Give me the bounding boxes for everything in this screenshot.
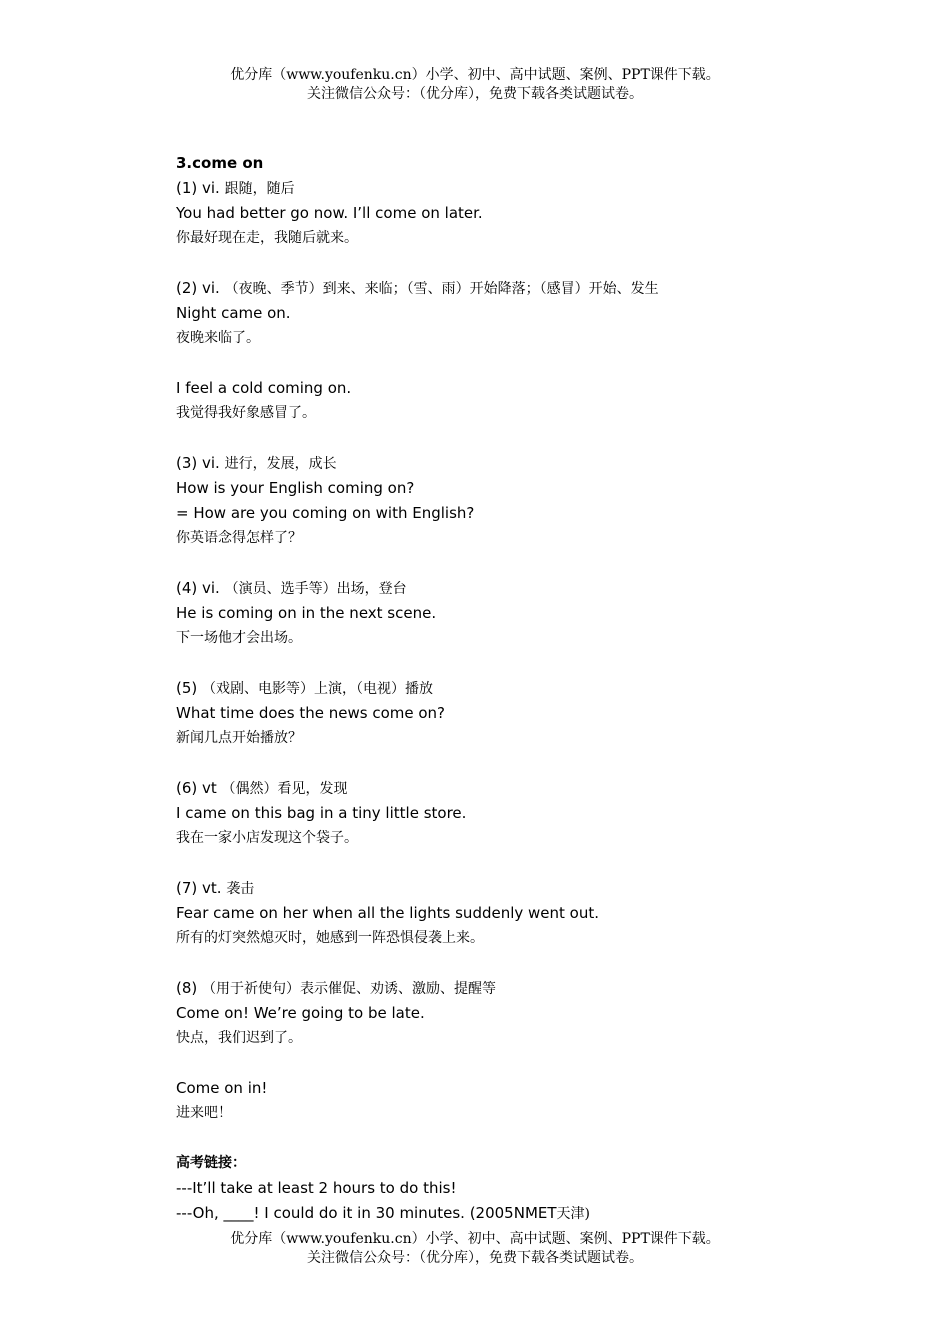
spacer	[176, 1051, 896, 1076]
example-english: He is coming on in the next scene.	[176, 604, 437, 622]
example-english: Fear came on her when all the lights suddenly went out.	[176, 904, 600, 922]
sense-5-heading	[176, 676, 896, 701]
sense-definition: 袭击	[226, 881, 255, 897]
spacer	[176, 851, 896, 876]
sense-definition: 跟随，随后	[224, 181, 295, 197]
example-english-alt: = How are you coming on with English?	[176, 504, 475, 522]
example-english: Come on! We’re going to be late.	[176, 1004, 425, 1022]
page-footer	[0, 1230, 950, 1268]
example-chinese: 新闻几点开始播放？	[176, 730, 302, 746]
sense-number: (8)	[176, 979, 203, 997]
footer-line-2: 关注微信公众号：（优分库），免费下载各类试题试卷。	[307, 1250, 643, 1266]
sense-number: (2) vi.	[176, 279, 225, 297]
example-english: I feel a cold coming on.	[176, 379, 352, 397]
spacer	[176, 1126, 896, 1151]
example-english: Come on in!	[176, 1079, 268, 1097]
sense-8-heading	[176, 976, 896, 1001]
sense-number: (3) vi.	[176, 454, 225, 472]
sense-number: (6) vt	[176, 779, 222, 797]
footer-line-1: 优分库（www.youfenku.cn）小学、初中、高中试题、案例、PPT课件下载。	[230, 1231, 720, 1247]
sense-6-heading	[176, 776, 896, 801]
example-chinese: 我在一家小店发现这个袋子。	[176, 830, 358, 846]
example-chinese: 下一场他才会出场。	[176, 630, 302, 646]
example-chinese: 快点，我们迟到了。	[176, 1030, 302, 1046]
example-chinese: 你最好现在走，我随后就来。	[176, 230, 358, 246]
example-english: You had better go now. I’ll come on later.	[176, 204, 483, 222]
example-english: I came on this bag in a tiny little store.	[176, 804, 467, 822]
example-chinese: 我觉得我好象感冒了。	[176, 405, 316, 421]
exam-question-english: ---Oh, ____! I could do it in 30 minutes. (2005NMET	[176, 1204, 557, 1222]
sense-number: (1) vi.	[176, 179, 225, 197]
example-chinese: 你英语念得怎样了？	[176, 530, 302, 546]
spacer	[176, 951, 896, 976]
exam-question-line-1: ---It’ll take at least 2 hours to do this!	[176, 1179, 457, 1197]
sense-1-heading	[176, 176, 896, 201]
sense-7-heading	[176, 876, 896, 901]
sense-number: (5)	[176, 679, 203, 697]
sense-number: (7) vt.	[176, 879, 227, 897]
example-english: How is your English coming on?	[176, 479, 415, 497]
spacer	[176, 251, 896, 276]
sense-definition: （演员、选手等）出场，登台	[224, 581, 407, 597]
example-english: What time does the news come on?	[176, 704, 445, 722]
spacer	[176, 551, 896, 576]
sense-definition: 进行，发展，成长	[224, 456, 337, 472]
section-title: 3.come on	[176, 154, 264, 172]
example-chinese: 夜晚来临了。	[176, 330, 260, 346]
spacer	[176, 751, 896, 776]
spacer	[176, 426, 896, 451]
document-body	[176, 151, 896, 1226]
header-line-1: 优分库（www.youfenku.cn）小学、初中、高中试题、案例、PPT课件下载。	[230, 67, 720, 83]
sense-3-heading	[176, 451, 896, 476]
exam-question-line-2	[176, 1201, 896, 1226]
sense-2-heading	[176, 276, 896, 301]
spacer	[176, 651, 896, 676]
example-chinese: 进来吧！	[176, 1105, 232, 1121]
sense-definition: （用于祈使句）表示催促、劝诱、激励、提醒等	[202, 981, 497, 997]
example-english: Night came on.	[176, 304, 291, 322]
sense-4-heading	[176, 576, 896, 601]
sense-definition: （戏剧、电影等）上演，（电视）播放	[202, 681, 434, 697]
sense-number: (4) vi.	[176, 579, 225, 597]
example-chinese: 所有的灯突然熄灭时，她感到一阵恐惧侵袭上来。	[176, 930, 484, 946]
spacer	[176, 351, 896, 376]
sense-definition: （夜晚、季节）到来、来临；（雪、雨）开始降落；（感冒）开始、发生	[224, 281, 659, 297]
page-header	[0, 66, 950, 104]
exam-question-source: 天津)	[556, 1206, 590, 1222]
exam-link-heading: 高考链接：	[176, 1155, 246, 1171]
sense-definition: （偶然）看见，发现	[221, 781, 348, 797]
header-line-2: 关注微信公众号：（优分库），免费下载各类试题试卷。	[307, 86, 643, 102]
